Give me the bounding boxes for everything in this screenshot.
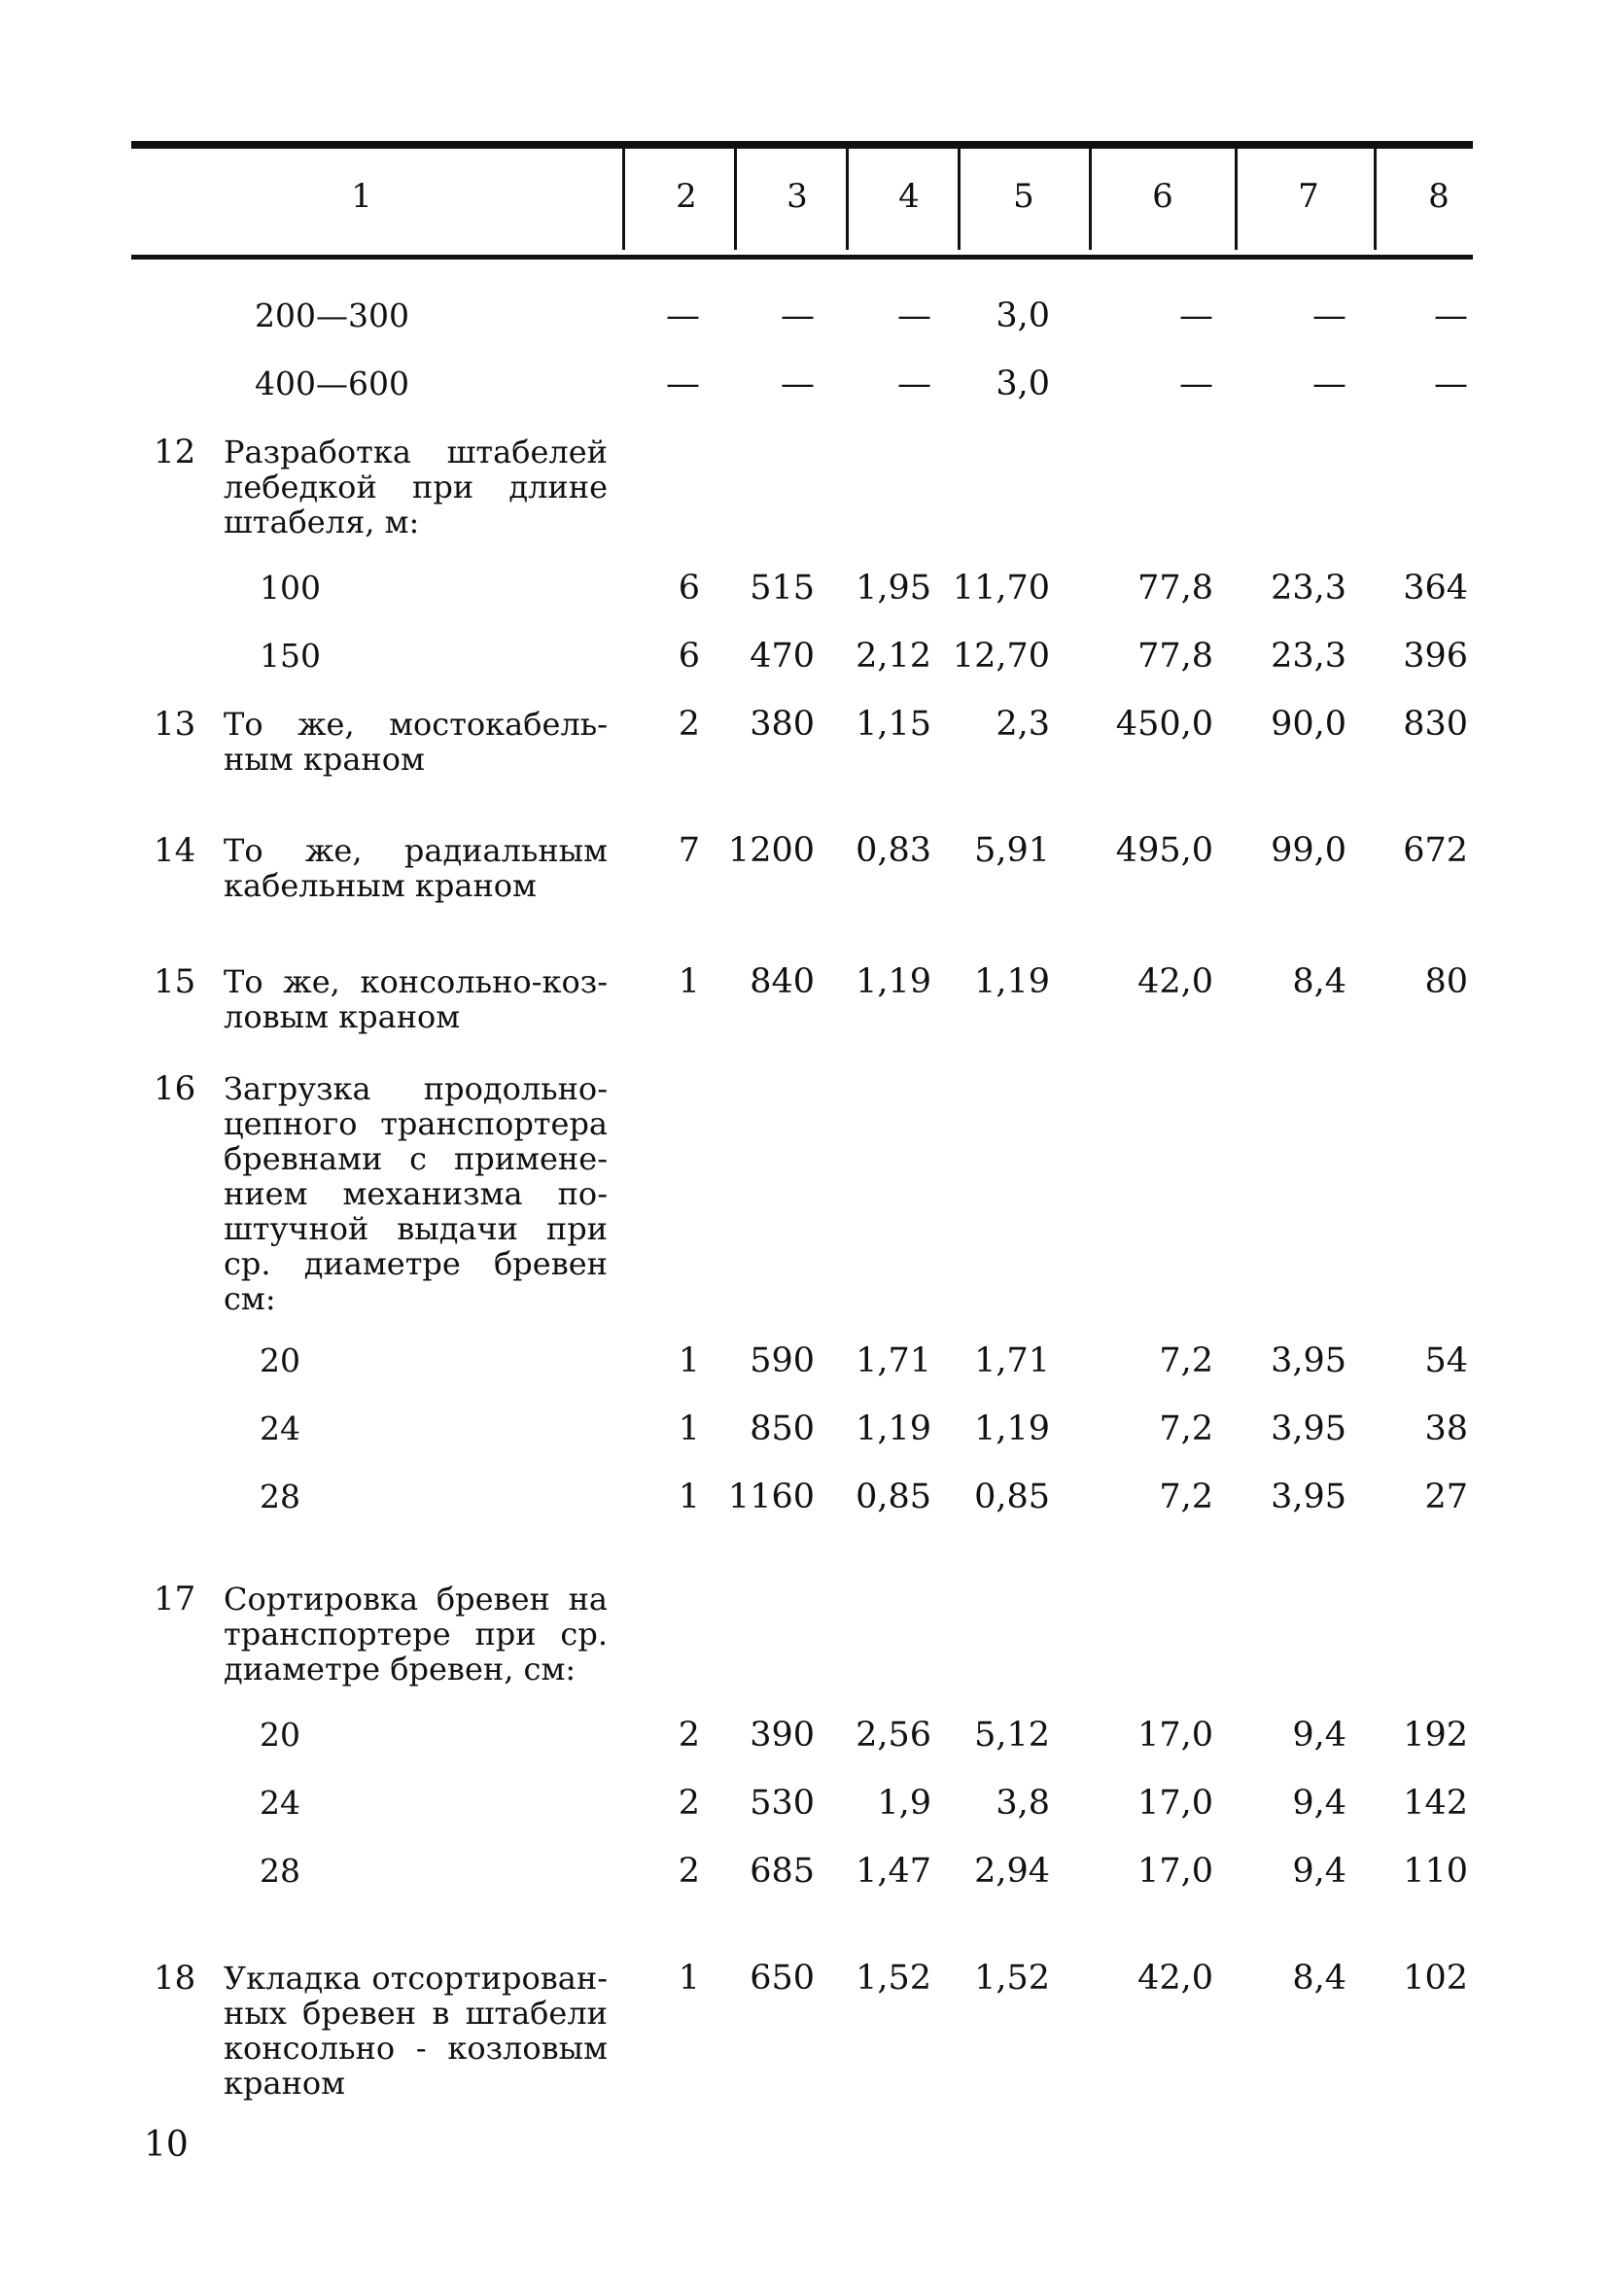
table-cell: 8,4 bbox=[1292, 962, 1346, 1001]
table-cell: 1,19 bbox=[856, 962, 931, 1001]
table-cell: 2,56 bbox=[856, 1716, 931, 1755]
item-description bbox=[224, 833, 608, 903]
table-cell: 2 bbox=[678, 705, 700, 744]
row-label: 28 bbox=[260, 1478, 300, 1515]
table-cell: 8,4 bbox=[1292, 1959, 1346, 1998]
table-cell: 77,8 bbox=[1137, 569, 1213, 608]
table-cell: 7,2 bbox=[1159, 1341, 1213, 1380]
table-cell: 3,95 bbox=[1271, 1341, 1346, 1380]
table-top-rule bbox=[131, 141, 1473, 149]
column-divider bbox=[622, 149, 625, 250]
description-line: ным краном bbox=[224, 741, 425, 778]
table-cell: 1 bbox=[678, 1341, 700, 1380]
column-divider bbox=[846, 149, 849, 250]
column-divider bbox=[734, 149, 737, 250]
description-line: То же, консольно-коз- bbox=[224, 963, 608, 1000]
table-cell: 1 bbox=[678, 962, 700, 1001]
item-description bbox=[224, 1582, 608, 1687]
table-cell: 7,2 bbox=[1159, 1409, 1213, 1448]
description-line: лебедкой при длине bbox=[224, 469, 608, 505]
description-line: цепного транспортера bbox=[224, 1105, 608, 1142]
column-divider bbox=[958, 149, 961, 250]
table-cell: 1,52 bbox=[856, 1959, 931, 1998]
row-label: 100 bbox=[260, 569, 321, 607]
item-description bbox=[224, 1071, 608, 1316]
column-header: 5 bbox=[1013, 177, 1034, 216]
table-cell: 3,0 bbox=[996, 296, 1050, 335]
description-line: ловым краном bbox=[224, 998, 461, 1035]
table-cell: 650 bbox=[750, 1959, 815, 1998]
table-cell: 17,0 bbox=[1137, 1852, 1213, 1891]
column-header: 7 bbox=[1298, 177, 1319, 216]
table-cell: 0,85 bbox=[974, 1478, 1050, 1516]
table-cell: 495,0 bbox=[1115, 831, 1213, 870]
table-cell: 27 bbox=[1424, 1478, 1468, 1516]
description-line: ср. диаметре бревен bbox=[224, 1245, 608, 1282]
row-label: 24 bbox=[260, 1409, 300, 1447]
table-cell: 1,19 bbox=[856, 1409, 931, 1448]
table-cell: 1,52 bbox=[974, 1959, 1050, 1998]
table-cell: 1,19 bbox=[974, 1409, 1050, 1448]
table-cell: 99,0 bbox=[1271, 831, 1346, 870]
table-cell: 1 bbox=[678, 1478, 700, 1516]
description-line: штабеля, м: bbox=[224, 504, 420, 540]
table-cell: 23,3 bbox=[1271, 637, 1346, 676]
table-cell: 1,19 bbox=[974, 962, 1050, 1001]
table-cell: 1160 bbox=[727, 1478, 815, 1516]
table-cell: 6 bbox=[678, 637, 700, 676]
table-cell: 1,47 bbox=[856, 1852, 931, 1891]
table-cell: 470 bbox=[750, 637, 815, 676]
table-cell: 1 bbox=[678, 1959, 700, 1998]
table-cell: 1,71 bbox=[856, 1341, 931, 1380]
table-cell: 9,4 bbox=[1292, 1716, 1346, 1755]
table-header-rule bbox=[131, 255, 1473, 260]
table-cell: 450,0 bbox=[1115, 705, 1213, 744]
table-cell: 142 bbox=[1403, 1784, 1468, 1823]
table-cell: 380 bbox=[750, 705, 815, 744]
table-cell: 17,0 bbox=[1137, 1716, 1213, 1755]
description-line: То же, мостокабель- bbox=[224, 706, 608, 743]
row-label: 150 bbox=[260, 637, 321, 675]
table-cell: — bbox=[1312, 296, 1346, 335]
row-label: 20 bbox=[260, 1716, 300, 1754]
table-cell: 515 bbox=[750, 569, 815, 608]
table-cell: 17,0 bbox=[1137, 1784, 1213, 1823]
description-line: То же, радиальным bbox=[224, 832, 608, 869]
table-cell: 80 bbox=[1424, 962, 1468, 1001]
table-cell: 0,85 bbox=[856, 1478, 931, 1516]
description-line: Сортировка бревен на bbox=[224, 1581, 608, 1618]
table-cell: — bbox=[781, 365, 815, 403]
description-line: диаметре бревен, см: bbox=[224, 1651, 577, 1687]
table-cell: 77,8 bbox=[1137, 637, 1213, 676]
table-cell: 42,0 bbox=[1137, 962, 1213, 1001]
description-line: ных бревен в штабели bbox=[224, 1995, 608, 2032]
table-cell: 1,9 bbox=[877, 1784, 931, 1823]
item-number: 18 bbox=[154, 1959, 196, 1998]
column-header: 8 bbox=[1428, 177, 1450, 216]
table-cell: 9,4 bbox=[1292, 1784, 1346, 1823]
table-cell: 5,12 bbox=[974, 1716, 1050, 1755]
description-line: краном bbox=[224, 2065, 346, 2102]
description-line: см: bbox=[224, 1280, 276, 1317]
column-divider bbox=[1235, 149, 1238, 250]
table-cell: — bbox=[1179, 365, 1213, 403]
table-cell: 102 bbox=[1403, 1959, 1468, 1998]
table-cell: 6 bbox=[678, 569, 700, 608]
table-cell: 12,70 bbox=[952, 637, 1050, 676]
item-description bbox=[224, 964, 608, 1034]
table-cell: — bbox=[666, 365, 700, 403]
table-cell: 3,95 bbox=[1271, 1409, 1346, 1448]
table-cell: 685 bbox=[750, 1852, 815, 1891]
table-cell: 3,8 bbox=[996, 1784, 1050, 1823]
table-cell: 590 bbox=[750, 1341, 815, 1380]
table-cell: 54 bbox=[1424, 1341, 1468, 1380]
column-header: 3 bbox=[787, 177, 808, 216]
table-cell: — bbox=[781, 296, 815, 335]
table-cell: — bbox=[897, 365, 931, 403]
table-cell: 2 bbox=[678, 1784, 700, 1823]
item-number: 12 bbox=[154, 433, 196, 471]
column-header: 1 bbox=[351, 177, 372, 216]
table-cell: — bbox=[1434, 365, 1468, 403]
description-line: штучной выдачи при bbox=[224, 1210, 608, 1247]
table-cell: 7,2 bbox=[1159, 1478, 1213, 1516]
table-cell: 850 bbox=[750, 1409, 815, 1448]
item-number: 16 bbox=[154, 1069, 196, 1108]
column-header: 2 bbox=[676, 177, 697, 216]
page-number: 10 bbox=[144, 2125, 189, 2165]
row-label: 400—600 bbox=[255, 365, 409, 402]
table-cell: 9,4 bbox=[1292, 1852, 1346, 1891]
item-number: 13 bbox=[154, 705, 196, 744]
table-cell: 0,83 bbox=[856, 831, 931, 870]
description-line: Загрузка продольно- bbox=[224, 1070, 608, 1107]
table-cell: 38 bbox=[1424, 1409, 1468, 1448]
table-cell: 830 bbox=[1403, 705, 1468, 744]
table-cell: — bbox=[1434, 296, 1468, 335]
table-cell: 1,71 bbox=[974, 1341, 1050, 1380]
table-cell: 2 bbox=[678, 1716, 700, 1755]
table-cell: 1 bbox=[678, 1409, 700, 1448]
row-label: 200—300 bbox=[255, 296, 409, 334]
table-cell: 364 bbox=[1403, 569, 1468, 608]
column-header: 4 bbox=[898, 177, 920, 216]
description-line: Укладка отсортирован- bbox=[224, 1960, 608, 1997]
item-number: 14 bbox=[154, 831, 196, 870]
table-cell: 672 bbox=[1403, 831, 1468, 870]
description-line: кабельным краном bbox=[224, 867, 537, 904]
column-header: 6 bbox=[1152, 177, 1173, 216]
column-divider bbox=[1374, 149, 1377, 250]
table-cell: 840 bbox=[750, 962, 815, 1001]
description-line: Разработка штабелей bbox=[224, 434, 608, 470]
table-cell: 2,12 bbox=[856, 637, 931, 676]
table-cell: 530 bbox=[750, 1784, 815, 1823]
table-cell: 1,95 bbox=[856, 569, 931, 608]
table-cell: 11,70 bbox=[952, 569, 1050, 608]
table-cell: — bbox=[1312, 365, 1346, 403]
item-description bbox=[224, 1961, 608, 2101]
table-cell: 7 bbox=[678, 831, 700, 870]
column-divider bbox=[1089, 149, 1092, 250]
table-cell: 23,3 bbox=[1271, 569, 1346, 608]
item-description bbox=[224, 435, 608, 539]
table-cell: 5,91 bbox=[974, 831, 1050, 870]
table-cell: 42,0 bbox=[1137, 1959, 1213, 1998]
table-cell: 396 bbox=[1403, 637, 1468, 676]
table-cell: 110 bbox=[1403, 1852, 1468, 1891]
description-line: нием механизма по- bbox=[224, 1175, 608, 1212]
table-cell: 2,94 bbox=[974, 1852, 1050, 1891]
table-cell: — bbox=[897, 296, 931, 335]
table-cell: 192 bbox=[1403, 1716, 1468, 1755]
table-cell: 1,15 bbox=[856, 705, 931, 744]
row-label: 20 bbox=[260, 1341, 300, 1379]
description-line: бревнами с примене- bbox=[224, 1140, 608, 1177]
item-description bbox=[224, 707, 608, 777]
row-label: 24 bbox=[260, 1784, 300, 1822]
table-cell: 1200 bbox=[727, 831, 815, 870]
table-cell: — bbox=[666, 296, 700, 335]
table-cell: 90,0 bbox=[1271, 705, 1346, 744]
description-line: консольно - козловым bbox=[224, 2030, 608, 2067]
description-line: транспортере при ср. bbox=[224, 1616, 608, 1652]
table-cell: 2 bbox=[678, 1852, 700, 1891]
item-number: 15 bbox=[154, 962, 196, 1001]
table-cell: — bbox=[1179, 296, 1213, 335]
table-cell: 3,95 bbox=[1271, 1478, 1346, 1516]
item-number: 17 bbox=[154, 1580, 196, 1618]
table-cell: 3,0 bbox=[996, 365, 1050, 403]
table-cell: 2,3 bbox=[996, 705, 1050, 744]
table-cell: 390 bbox=[750, 1716, 815, 1755]
row-label: 28 bbox=[260, 1852, 300, 1890]
